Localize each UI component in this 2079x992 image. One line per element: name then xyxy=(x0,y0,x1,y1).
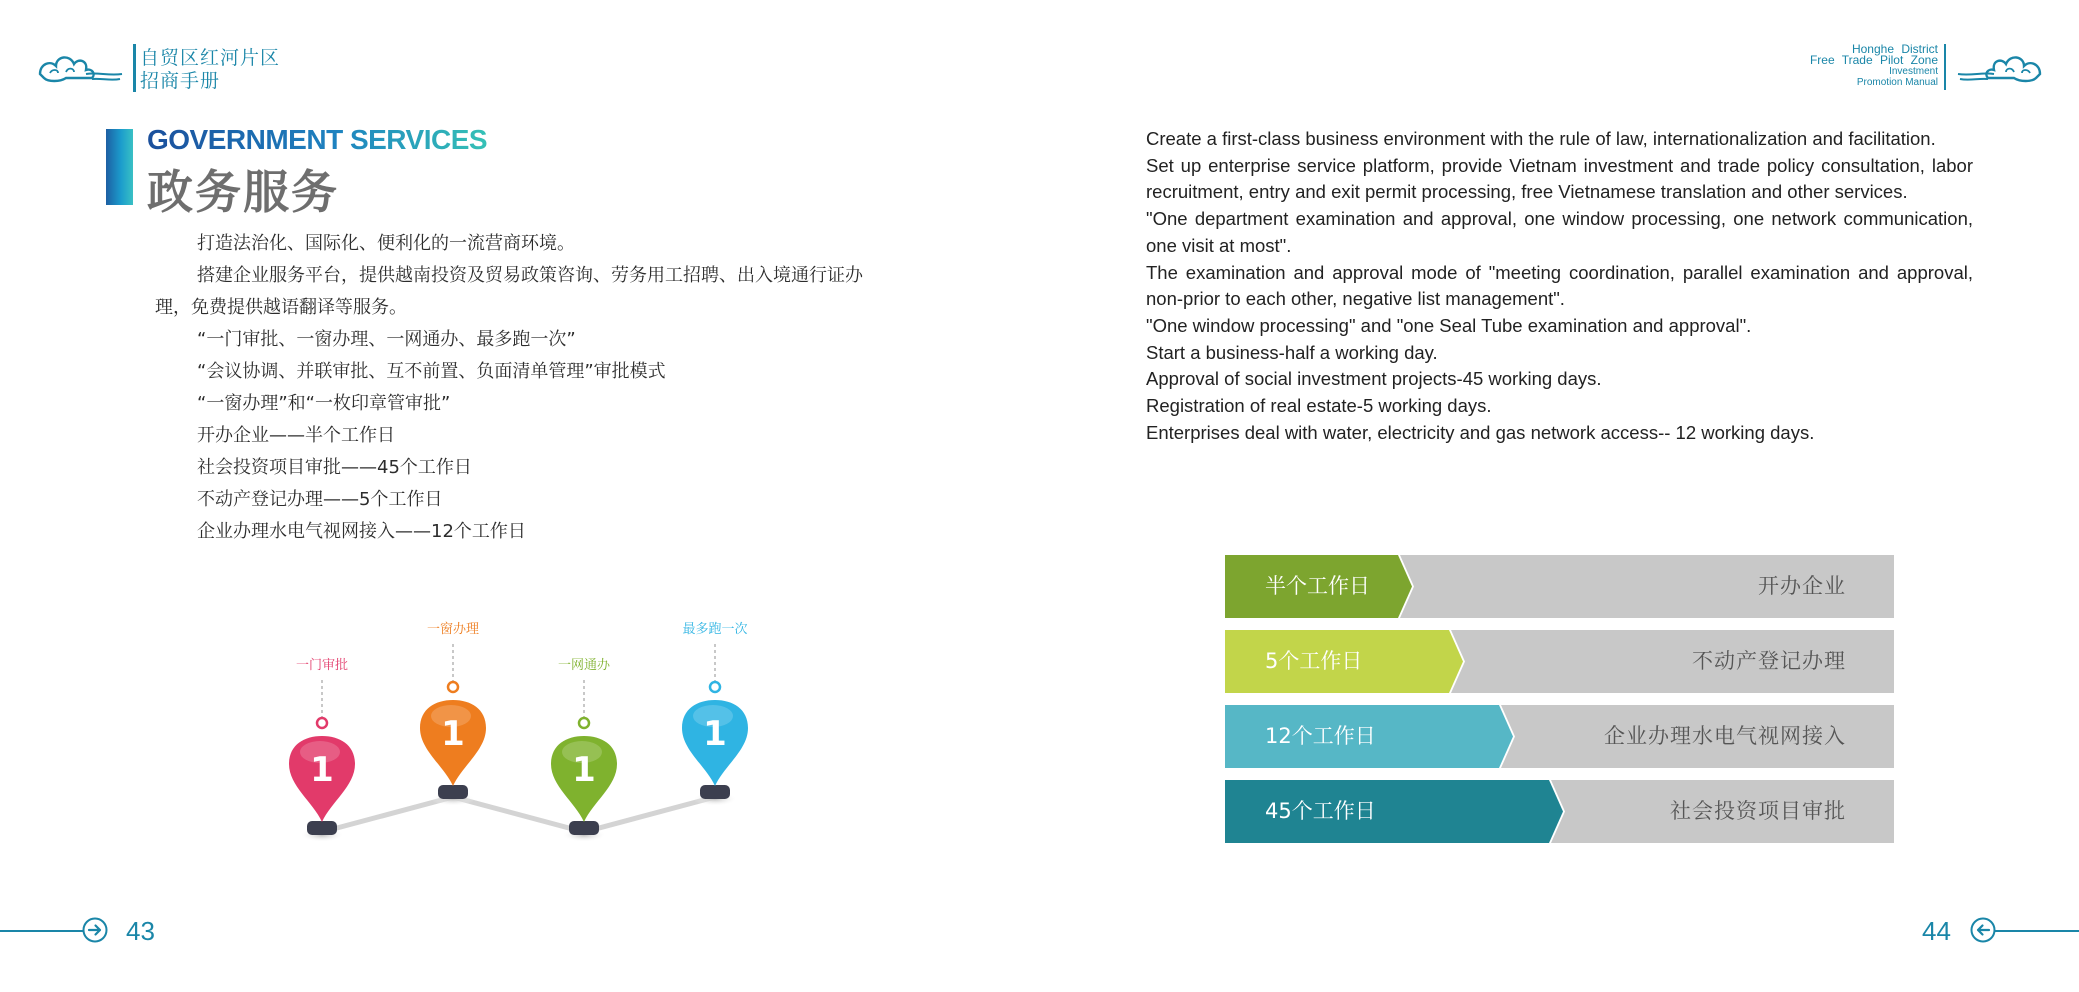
cloud-icon xyxy=(36,46,126,88)
body-paragraph: 不动产登记办理——5个工作日 xyxy=(197,489,443,510)
body-paragraph: Set up enterprise service platform, provide Vietnam investment and trade policy consultation, labor recruitment, entry and exit permit processing, free Vietnamese translation and other services. xyxy=(1146,154,1973,203)
arrow-left-icon[interactable] xyxy=(1970,917,1996,943)
body-paragraph: 搭建企业服务平台，提供越南投资及贸易政策咨询、劳务用工招聘、出入境通行证办理，免费提供越语翻译等服务。 xyxy=(155,265,863,318)
pin-number: 1 xyxy=(703,714,727,754)
body-paragraph: "One window processing" and "one Seal Tube examination and approval". xyxy=(1146,314,1752,336)
body-paragraph: 企业办理水电气视网接入——12个工作日 xyxy=(197,521,526,542)
body-paragraph: "One department examination and approval, one window processing, one network communication, one visit at most". xyxy=(1146,208,1973,256)
row-time-label: 45个工作日 xyxy=(1265,799,1376,823)
pin-3 xyxy=(551,657,617,842)
header-divider xyxy=(133,44,136,92)
body-paragraph: 社会投资项目审批——45个工作日 xyxy=(197,457,472,478)
pin-label: 最多跑一次 xyxy=(682,622,748,637)
footer-line-left xyxy=(0,930,84,932)
header-right-line1: Honghe District xyxy=(1851,42,1938,56)
row-item-label: 不动产登记办理 xyxy=(1692,649,1846,673)
arrow-right-icon[interactable] xyxy=(82,917,108,943)
body-paragraph: “一窗办理”和“一枚印章管审批” xyxy=(197,393,451,414)
pin-label: 一门审批 xyxy=(295,658,349,673)
section-title-en: GOVERNMENT SERVICES xyxy=(147,124,488,155)
pin-number: 1 xyxy=(310,750,334,790)
body-paragraph: The examination and approval mode of "meeting coordination, parallel examination and approval, non-prior to each other, negative list management". xyxy=(1146,261,1973,310)
body-paragraph: Start a business-half a working day. xyxy=(1146,341,1438,363)
pin-number: 1 xyxy=(572,750,596,790)
header-right-line4: Promotion Manual xyxy=(1856,77,1938,88)
header-right-line2: Free Trade Pilot Zone xyxy=(1809,53,1938,67)
pins-infographic xyxy=(270,610,770,860)
timeline-row xyxy=(1225,630,1894,693)
cloud-icon xyxy=(1954,46,2044,88)
body-paragraph: Approval of social investment projects-45 working days. xyxy=(1146,368,1602,390)
timeline-row xyxy=(1225,555,1894,618)
header-title-line2: 招商手册 xyxy=(140,70,221,92)
row-time-label: 半个工作日 xyxy=(1265,574,1370,598)
body-paragraph: Registration of real estate-5 working days. xyxy=(1146,395,1492,417)
header-right-divider xyxy=(1944,44,1946,90)
row-item-label: 开办企业 xyxy=(1758,574,1846,598)
pin-label: 一窗办理 xyxy=(426,622,480,637)
body-paragraph: “一门审批、一窗办理、一网通办、最多跑一次” xyxy=(197,329,576,350)
right-body-text xyxy=(1146,126,1973,446)
row-item-label: 社会投资项目审批 xyxy=(1670,799,1846,823)
pin-label: 一网通办 xyxy=(557,658,611,673)
body-paragraph: “会议协调、并联审批、互不前置、负面清单管理”审批模式 xyxy=(197,361,666,382)
row-time-label: 12个工作日 xyxy=(1265,724,1376,748)
body-paragraph: Create a first-class business environment with the rule of law, internationalization and facilitation. xyxy=(1146,128,1936,149)
body-paragraph: 开办企业——半个工作日 xyxy=(197,425,395,446)
timeline-row xyxy=(1225,780,1894,843)
section-accent-bar xyxy=(106,129,133,205)
footer-line-right xyxy=(1995,930,2079,932)
page-number-right: 44 xyxy=(1922,916,1951,946)
row-time-label: 5个工作日 xyxy=(1265,649,1363,673)
row-item-label: 企业办理水电气视网接入 xyxy=(1604,724,1846,748)
body-paragraph: 打造法治化、国际化、便利化的一流营商环境。 xyxy=(197,233,575,254)
pin-2 xyxy=(420,621,486,806)
left-body-text xyxy=(155,228,895,548)
header-right-title xyxy=(1810,44,1938,88)
timeline-row xyxy=(1225,705,1894,768)
pin-4 xyxy=(682,621,748,806)
body-paragraph: Enterprises deal with water, electricity and gas network access-- 12 working days. xyxy=(1146,421,1815,443)
header-right-line3: Investment xyxy=(1889,66,1938,77)
pin-1 xyxy=(289,657,355,842)
header-title-line1: 自贸区红河片区 xyxy=(140,47,281,69)
section-title-cn: 政务服务 xyxy=(147,165,339,219)
pin-number: 1 xyxy=(441,714,465,754)
page-number-left: 43 xyxy=(126,916,155,946)
